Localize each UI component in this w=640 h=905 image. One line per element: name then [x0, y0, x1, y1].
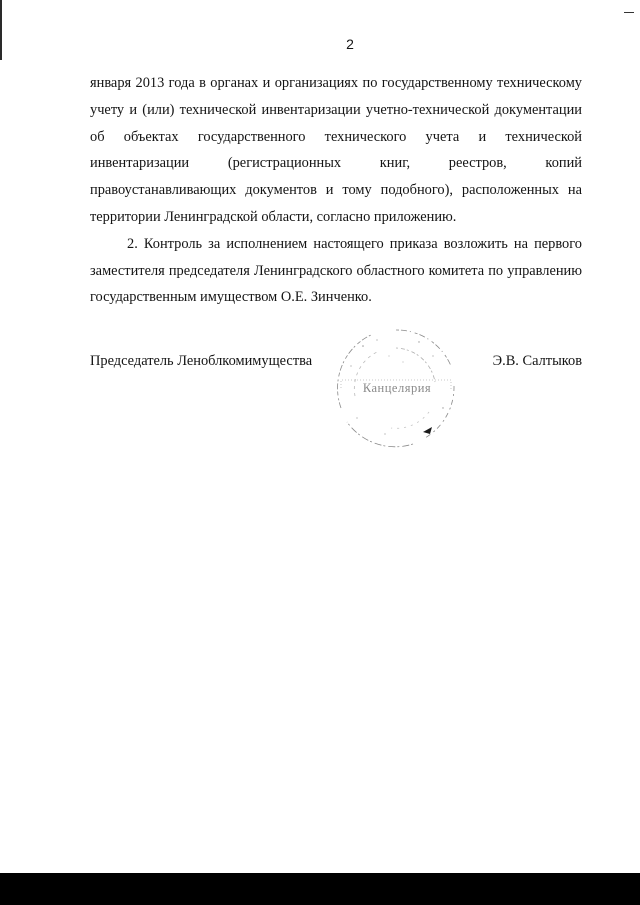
signer-name: Э.В. Салтыков [492, 353, 582, 369]
signer-title: Председатель Леноблкомимущества [90, 353, 313, 369]
paragraph-control-clause: 2. Контроль за исполнением настоящего приказа возложить на первого заместителя председателя Ленинградского областного комитета по управлению государственным имуществом О.Е. Зинченко. [90, 235, 582, 306]
paragraph-continued: января 2013 года в органах и организациях по государственному техническому учету и (или) технической инвентаризации учетно-технической документации об объектах государственного технического учета и технической инвентаризации (регистрационных книг, реестров, копий правоустанавливающих документов и тому подобного), расположенных на территории Ленинградской области, согласно приложению. [90, 75, 582, 225]
page-number: 2 [346, 36, 354, 52]
stamp-text: Канцелярия [362, 381, 432, 395]
scan-bottom-bar [0, 873, 640, 905]
document-body [90, 70, 582, 311]
page-corner-dash [624, 12, 634, 13]
office-stamp [333, 326, 459, 450]
